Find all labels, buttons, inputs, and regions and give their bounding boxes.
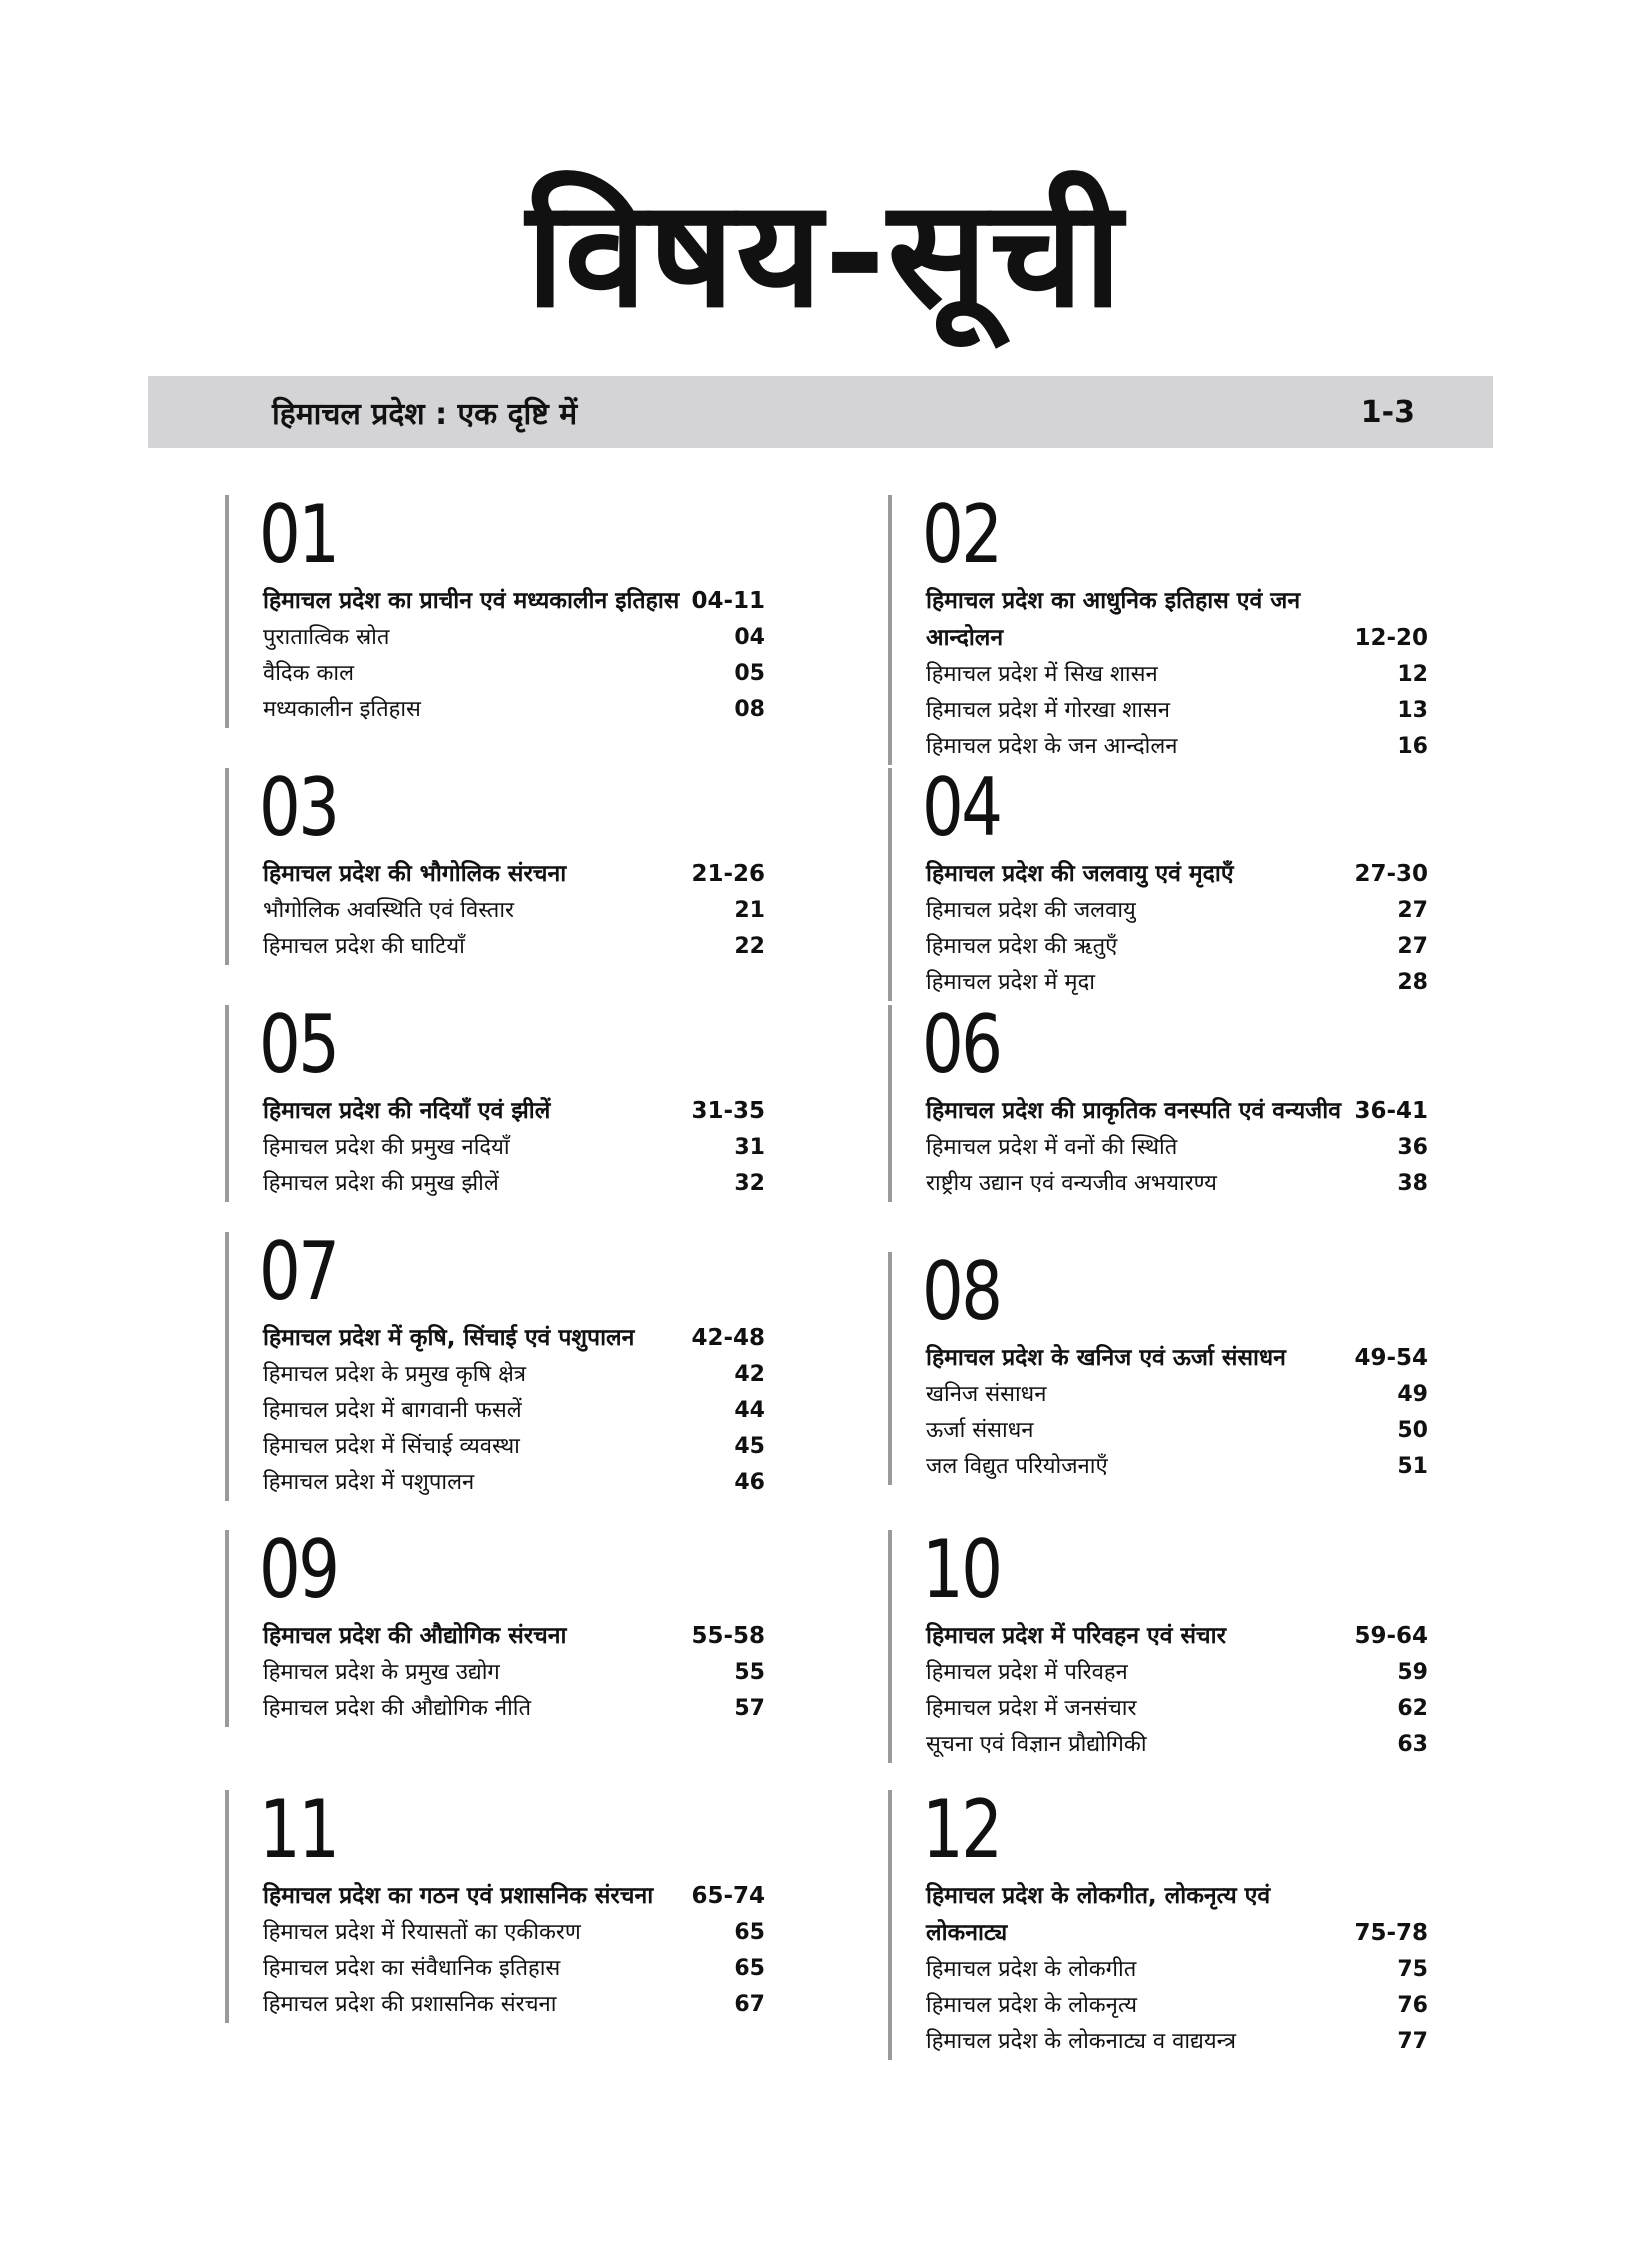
section-number: 09 bbox=[259, 1523, 338, 1616]
toc-item[interactable] bbox=[926, 1691, 1428, 1727]
toc-item-title: हिमाचल प्रदेश की ऋतुएँ bbox=[926, 934, 1118, 959]
toc-item-page: 49 bbox=[1397, 1382, 1428, 1407]
toc-section-06 bbox=[888, 998, 1428, 1202]
toc-item-title: हिमाचल प्रदेश में सिख शासन bbox=[926, 662, 1158, 687]
section-number: 05 bbox=[259, 998, 338, 1091]
chapter-row[interactable] bbox=[926, 1093, 1428, 1130]
chapter-row[interactable] bbox=[263, 1320, 765, 1357]
toc-item-title: मध्यकालीन इतिहास bbox=[263, 697, 421, 722]
section-number: 03 bbox=[259, 761, 338, 854]
toc-item-page: 04 bbox=[734, 625, 765, 650]
chapter-pages: 55-58 bbox=[691, 1623, 765, 1649]
toc-item-title: हिमाचल प्रदेश की प्रशासनिक संरचना bbox=[263, 1992, 557, 2017]
chapter-pages: 36-41 bbox=[1354, 1098, 1428, 1124]
chapter-row[interactable] bbox=[263, 1093, 765, 1130]
toc-item[interactable] bbox=[263, 1429, 765, 1465]
chapter-title: हिमाचल प्रदेश का गठन एवं प्रशासनिक संरचना bbox=[263, 1883, 654, 1909]
section-number: 08 bbox=[922, 1245, 1001, 1338]
toc-item-page: 21 bbox=[734, 898, 765, 923]
chapter-row[interactable] bbox=[926, 1618, 1428, 1655]
chapter-pages: 75-78 bbox=[1354, 1920, 1428, 1946]
chapter-pages: 31-35 bbox=[691, 1098, 765, 1124]
section-number: 02 bbox=[922, 488, 1001, 581]
toc-item-page: 27 bbox=[1397, 898, 1428, 923]
chapter-row[interactable] bbox=[926, 1878, 1428, 1952]
page-title: विषय-सूची bbox=[526, 168, 1124, 340]
toc-section-01 bbox=[225, 488, 765, 728]
toc-item-title: पुरातात्विक स्रोत bbox=[263, 625, 390, 650]
toc-item[interactable] bbox=[263, 1915, 765, 1951]
toc-item-page: 62 bbox=[1397, 1696, 1428, 1721]
toc-item[interactable] bbox=[926, 729, 1428, 765]
toc-item-title: हिमाचल प्रदेश की औद्योगिक नीति bbox=[263, 1696, 532, 1721]
toc-item-page: 36 bbox=[1397, 1135, 1428, 1160]
toc-item-page: 08 bbox=[734, 697, 765, 722]
chapter-title: हिमाचल प्रदेश में कृषि, सिंचाई एवं पशुपालन bbox=[263, 1325, 635, 1351]
toc-section-09 bbox=[225, 1523, 765, 1727]
toc-item[interactable] bbox=[926, 893, 1428, 929]
toc-item-page: 13 bbox=[1397, 698, 1428, 723]
toc-item-title: हिमाचल प्रदेश की घाटियाँ bbox=[263, 934, 465, 959]
toc-item-title: हिमाचल प्रदेश की जलवायु bbox=[926, 898, 1136, 923]
toc-item-page: 75 bbox=[1397, 1957, 1428, 1982]
chapter-title: हिमाचल प्रदेश का प्राचीन एवं मध्यकालीन इतिहास bbox=[263, 588, 680, 614]
section-number: 06 bbox=[922, 998, 1001, 1091]
toc-item-page: 22 bbox=[734, 934, 765, 959]
toc-item-title: हिमाचल प्रदेश में वनों की स्थिति bbox=[926, 1135, 1178, 1160]
toc-item-title: हिमाचल प्रदेश में बागवानी फसलें bbox=[263, 1398, 522, 1423]
chapter-title: हिमाचल प्रदेश की जलवायु एवं मृदाएँ bbox=[926, 861, 1234, 887]
toc-item[interactable] bbox=[263, 893, 765, 929]
toc-section-12 bbox=[888, 1783, 1428, 2060]
toc-item-page: 65 bbox=[734, 1956, 765, 1981]
chapter-row[interactable] bbox=[926, 583, 1428, 657]
chapter-row[interactable] bbox=[263, 856, 765, 893]
toc-item[interactable] bbox=[926, 2024, 1428, 2060]
toc-item[interactable] bbox=[263, 1465, 765, 1501]
section-number: 07 bbox=[259, 1225, 338, 1318]
section-number: 12 bbox=[922, 1783, 1001, 1876]
section-number: 10 bbox=[922, 1523, 1001, 1616]
toc-item[interactable] bbox=[926, 1655, 1428, 1691]
toc-item-page: 28 bbox=[1397, 970, 1428, 995]
toc-item-page: 05 bbox=[734, 661, 765, 686]
toc-item-title: हिमाचल प्रदेश के जन आन्दोलन bbox=[926, 734, 1178, 759]
toc-item[interactable] bbox=[926, 1988, 1428, 2024]
toc-item-title: जल विद्युत परियोजनाएँ bbox=[926, 1454, 1108, 1479]
chapter-pages: 12-20 bbox=[1354, 625, 1428, 651]
toc-item[interactable] bbox=[926, 1952, 1428, 1988]
toc-item-title: हिमाचल प्रदेश के प्रमुख कृषि क्षेत्र bbox=[263, 1362, 527, 1387]
toc-item-title: हिमाचल प्रदेश में मृदा bbox=[926, 970, 1095, 995]
section-number: 11 bbox=[259, 1783, 338, 1876]
toc-item[interactable] bbox=[926, 965, 1428, 1001]
toc-item-page: 67 bbox=[734, 1992, 765, 2017]
toc-item[interactable] bbox=[926, 1727, 1428, 1763]
toc-item-title: हिमाचल प्रदेश में रियासतों का एकीकरण bbox=[263, 1920, 581, 1945]
toc-item[interactable] bbox=[263, 1357, 765, 1393]
toc-item-page: 46 bbox=[734, 1470, 765, 1495]
toc-item-page: 63 bbox=[1397, 1732, 1428, 1757]
toc-item-page: 12 bbox=[1397, 662, 1428, 687]
toc-item[interactable] bbox=[263, 1393, 765, 1429]
toc-item[interactable] bbox=[263, 929, 765, 965]
toc-item-title: हिमाचल प्रदेश में सिंचाई व्यवस्था bbox=[263, 1434, 520, 1459]
chapter-title: हिमाचल प्रदेश की भौगोलिक संरचना bbox=[263, 861, 567, 887]
toc-item-page: 51 bbox=[1397, 1454, 1428, 1479]
toc-section-05 bbox=[225, 998, 765, 1202]
toc-item[interactable] bbox=[263, 656, 765, 692]
toc-item-title: हिमाचल प्रदेश में जनसंचार bbox=[926, 1696, 1137, 1721]
toc-item-title: हिमाचल प्रदेश में पशुपालन bbox=[263, 1470, 475, 1495]
toc-section-11 bbox=[225, 1783, 765, 2023]
toc-item[interactable] bbox=[926, 1166, 1428, 1202]
chapter-title: हिमाचल प्रदेश की औद्योगिक संरचना bbox=[263, 1623, 567, 1649]
chapter-row[interactable] bbox=[263, 1618, 765, 1655]
overview-pages: 1-3 bbox=[1360, 394, 1415, 430]
toc-item-title: वैदिक काल bbox=[263, 661, 355, 686]
toc-section-02 bbox=[888, 488, 1428, 765]
toc-item[interactable] bbox=[263, 1166, 765, 1202]
toc-section-10 bbox=[888, 1523, 1428, 1763]
toc-item-page: 27 bbox=[1397, 934, 1428, 959]
toc-item-title: ऊर्जा संसाधन bbox=[926, 1418, 1034, 1443]
toc-item[interactable] bbox=[926, 929, 1428, 965]
toc-item[interactable] bbox=[926, 1449, 1428, 1485]
toc-item-title: हिमाचल प्रदेश के लोकनृत्य bbox=[926, 1993, 1138, 2018]
toc-item-title: हिमाचल प्रदेश के लोकनाट्य व वाद्ययन्त्र bbox=[926, 2029, 1236, 2054]
toc-item-page: 32 bbox=[734, 1171, 765, 1196]
toc-item[interactable] bbox=[263, 1691, 765, 1727]
chapter-pages: 21-26 bbox=[691, 861, 765, 887]
toc-item[interactable] bbox=[926, 1377, 1428, 1413]
toc-item-title: हिमाचल प्रदेश का संवैधानिक इतिहास bbox=[263, 1956, 561, 1981]
toc-item[interactable] bbox=[926, 1130, 1428, 1166]
toc-section-08 bbox=[888, 1245, 1428, 1485]
toc-item-title: हिमाचल प्रदेश की प्रमुख नदियाँ bbox=[263, 1135, 510, 1160]
section-number: 01 bbox=[259, 488, 338, 581]
chapter-title: हिमाचल प्रदेश के खनिज एवं ऊर्जा संसाधन bbox=[926, 1345, 1286, 1371]
chapter-pages: 49-54 bbox=[1354, 1345, 1428, 1371]
chapter-title: हिमाचल प्रदेश की नदियाँ एवं झीलें bbox=[263, 1098, 551, 1124]
toc-item-page: 76 bbox=[1397, 1993, 1428, 2018]
toc-item-title: हिमाचल प्रदेश के लोकगीत bbox=[926, 1957, 1137, 1982]
chapter-pages: 65-74 bbox=[691, 1883, 765, 1909]
toc-item-title: हिमाचल प्रदेश में गोरखा शासन bbox=[926, 698, 1170, 723]
toc-item[interactable] bbox=[263, 1655, 765, 1691]
toc-item-page: 57 bbox=[734, 1696, 765, 1721]
toc-item-page: 16 bbox=[1397, 734, 1428, 759]
toc-item-title: हिमाचल प्रदेश की प्रमुख झीलें bbox=[263, 1171, 499, 1196]
toc-item-page: 77 bbox=[1397, 2029, 1428, 2054]
chapter-title: हिमाचल प्रदेश की प्राकृतिक वनस्पति एवं वन्यजीव bbox=[926, 1098, 1341, 1124]
toc-item-title: हिमाचल प्रदेश में परिवहन bbox=[926, 1660, 1128, 1685]
toc-item-title: भौगोलिक अवस्थिति एवं विस्तार bbox=[263, 898, 515, 923]
toc-item[interactable] bbox=[926, 693, 1428, 729]
chapter-row[interactable] bbox=[263, 1878, 765, 1915]
toc-item-title: खनिज संसाधन bbox=[926, 1382, 1047, 1407]
toc-item-page: 50 bbox=[1397, 1418, 1428, 1443]
toc-item-page: 31 bbox=[734, 1135, 765, 1160]
toc-section-03 bbox=[225, 761, 765, 965]
chapter-pages: 59-64 bbox=[1354, 1623, 1428, 1649]
toc-item[interactable] bbox=[263, 620, 765, 656]
chapter-pages: 27-30 bbox=[1354, 861, 1428, 887]
chapter-row[interactable] bbox=[926, 856, 1428, 893]
toc-section-04 bbox=[888, 761, 1428, 1001]
toc-item[interactable] bbox=[926, 657, 1428, 693]
toc-item-title: सूचना एवं विज्ञान प्रौद्योगिकी bbox=[926, 1732, 1147, 1757]
toc-item-page: 55 bbox=[734, 1660, 765, 1685]
toc-item-page: 38 bbox=[1397, 1171, 1428, 1196]
chapter-title: हिमाचल प्रदेश के लोकगीत, लोकनृत्य एवं लोकनाट्य bbox=[926, 1883, 1271, 1946]
toc-item-page: 65 bbox=[734, 1920, 765, 1945]
toc-item-page: 44 bbox=[734, 1398, 765, 1423]
toc-item[interactable] bbox=[263, 1951, 765, 1987]
toc-item-page: 45 bbox=[734, 1434, 765, 1459]
toc-section-07 bbox=[225, 1225, 765, 1501]
chapter-title: हिमाचल प्रदेश में परिवहन एवं संचार bbox=[926, 1623, 1227, 1649]
chapter-title: हिमाचल प्रदेश का आधुनिक इतिहास एवं जन आन्दोलन bbox=[926, 588, 1301, 651]
chapter-row[interactable] bbox=[926, 1340, 1428, 1377]
toc-item[interactable] bbox=[263, 692, 765, 728]
toc-item-page: 59 bbox=[1397, 1660, 1428, 1685]
toc-item[interactable] bbox=[263, 1130, 765, 1166]
toc-item-title: राष्ट्रीय उद्यान एवं वन्यजीव अभयारण्य bbox=[926, 1171, 1217, 1196]
chapter-pages: 42-48 bbox=[691, 1325, 765, 1351]
section-number: 04 bbox=[922, 761, 1001, 854]
toc-item-title: हिमाचल प्रदेश के प्रमुख उद्योग bbox=[263, 1660, 500, 1685]
toc-item[interactable] bbox=[926, 1413, 1428, 1449]
chapter-row[interactable] bbox=[263, 583, 765, 620]
overview-bar[interactable] bbox=[148, 376, 1493, 448]
overview-label: हिमाचल प्रदेश : एक दृष्टि में bbox=[272, 396, 578, 432]
chapter-pages: 04-11 bbox=[691, 588, 765, 614]
toc-item[interactable] bbox=[263, 1987, 765, 2023]
toc-item-page: 42 bbox=[734, 1362, 765, 1387]
